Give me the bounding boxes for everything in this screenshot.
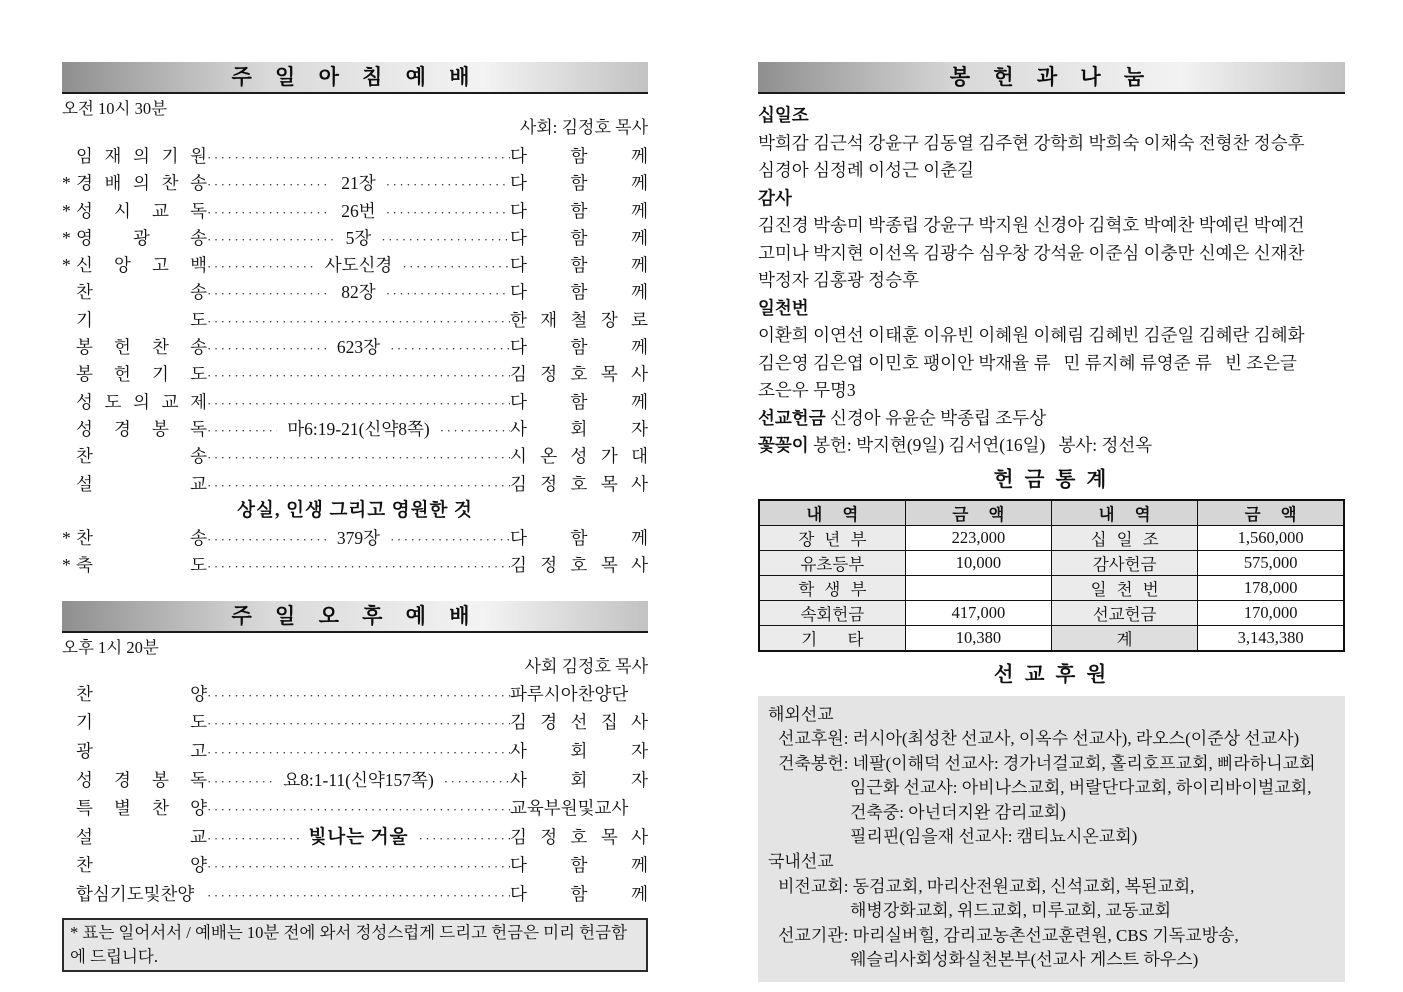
order-item-label: 기 도 <box>76 309 207 330</box>
order-item-detail: 379장 <box>336 528 381 549</box>
order-item-label: 성 시 교 독 <box>76 200 207 221</box>
order-row <box>62 361 648 388</box>
order-item-person: 사 회 자 <box>510 769 649 790</box>
thanks-names: 박정자 김홍광 정승후 <box>758 270 919 290</box>
column-header: 금 액 <box>1198 500 1344 526</box>
stand-marker: * <box>62 255 71 276</box>
stats-amount: 575,000 <box>1198 550 1344 575</box>
afternoon-service-header: 주 일 오 후 예 배 <box>62 601 648 633</box>
stats-amount: 1,560,000 <box>1198 525 1344 550</box>
leader-dots <box>207 471 510 499</box>
leader-dots <box>386 198 510 226</box>
order-item-label: 찬 양 <box>76 855 207 876</box>
order-item-person: 다 함 께 <box>510 282 648 303</box>
leader-dots <box>207 334 327 362</box>
order-item-person: 다 함 께 <box>510 173 648 194</box>
order-item-person: 김 경 선 집 사 <box>510 712 648 733</box>
flower-heading: 꽃꽂이 <box>758 435 809 455</box>
column-header: 금 액 <box>905 500 1051 526</box>
morning-service-header: 주 일 아 침 예 배 <box>62 62 648 94</box>
stats-category: 선교헌금 <box>1052 600 1198 625</box>
stats-category: 감사헌금 <box>1052 550 1198 575</box>
tithe-heading: 십일조 <box>758 105 809 125</box>
order-row <box>62 279 648 306</box>
leader-dots <box>207 823 299 854</box>
mission-line: 웨슬리사회성화실천본부(선교사 게스트 하우스) <box>850 950 1199 970</box>
order-item-person: 다 함 께 <box>510 883 648 904</box>
flower-names: 봉헌: 박지현(9일) 김서연(16일) 봉사: 정선옥 <box>808 435 1153 455</box>
mission-line: 선교후원: 러시아(최성찬 선교사, 이옥수 선교사), 라오스(이준상 선교사) <box>778 729 1300 749</box>
domestic-mission-heading: 국내선교 <box>768 852 834 872</box>
leader-dots <box>207 680 510 711</box>
mission-support-box <box>758 696 1345 983</box>
column-header: 내 역 <box>759 500 905 526</box>
stats-category: 유초등부 <box>759 550 905 575</box>
leader-dots <box>207 143 510 171</box>
order-item-label: 봉 헌 찬 송 <box>76 337 207 358</box>
thanks-names: 고미나 박지현 이선옥 김광수 심우창 강석윤 이준심 이충만 신예은 신재찬 <box>758 242 1305 263</box>
morning-service-mc: 사회: 김정호 목사 <box>519 118 648 137</box>
order-row <box>62 443 648 470</box>
stats-category: 일 천 번 <box>1052 575 1198 600</box>
order-row <box>62 389 648 416</box>
order-item-person: 김 정 호 목 사 <box>510 555 648 576</box>
order-item-label: 성 경 봉 독 <box>76 418 207 439</box>
leader-dots <box>207 766 273 797</box>
mission-line: 해병강화교회, 위드교회, 미루교회, 교동교회 <box>850 901 1172 921</box>
order-item-label: 성 도 의 교 제 <box>76 391 207 412</box>
order-item-label: 축 도 <box>76 555 207 576</box>
afternoon-service-section <box>62 601 648 909</box>
order-item-detail: 623장 <box>336 337 381 358</box>
order-row <box>62 471 648 498</box>
stats-amount: 178,000 <box>1198 575 1344 600</box>
order-row <box>62 307 648 334</box>
order-item-label: 신 앙 고 백 <box>76 255 207 276</box>
leader-dots <box>207 279 331 307</box>
order-item-label: 설 교 <box>76 473 207 494</box>
leader-dots <box>207 307 510 335</box>
order-item-detail: 마6:19-21(신약8쪽) <box>287 418 430 439</box>
leader-dots <box>207 416 277 444</box>
order-row <box>62 225 648 252</box>
stats-amount: 10,380 <box>905 625 1051 651</box>
stats-category: 기 타 <box>759 625 905 651</box>
offering-sharing-header: 봉 헌 과 나 눔 <box>758 62 1345 94</box>
mission-line: 비전교회: 동검교회, 마리산전원교회, 신석교회, 복된교회, <box>778 876 1195 896</box>
order-item-label: 봉 헌 기 도 <box>76 364 207 385</box>
sermon-title: 상실, 인생 그리고 영원한 것 <box>237 500 473 521</box>
stats-total-amount: 3,143,380 <box>1198 625 1344 651</box>
order-item-person: 사 회 자 <box>510 418 648 439</box>
stats-amount: 170,000 <box>1198 600 1344 625</box>
order-item-detail: 26번 <box>341 200 376 221</box>
order-row <box>62 680 648 709</box>
leader-dots <box>207 525 327 553</box>
mission-offering-heading: 선교헌금 <box>758 407 826 428</box>
mission-line: 필리핀(임을재 선교사: 캠티뇨시온교회) <box>850 827 1138 847</box>
order-item-person: 한 재 철 장 로 <box>510 309 648 330</box>
order-item-person: 다 함 께 <box>510 146 648 166</box>
stats-total-label: 계 <box>1052 625 1198 651</box>
stats-category: 장 년 부 <box>759 525 905 550</box>
table-row <box>759 600 1344 625</box>
column-header: 내 역 <box>1052 500 1198 526</box>
order-row <box>62 170 648 197</box>
order-item-person: 다 함 께 <box>510 337 648 358</box>
stand-marker: * <box>62 555 71 576</box>
mission-line: 선교기관: 마리실버힐, 감리교농촌선교훈련원, CBS 기독교방송, <box>778 925 1239 945</box>
leader-dots <box>207 443 510 471</box>
order-item-detail: 5장 <box>345 227 372 248</box>
order-item-label: 찬 송 <box>76 528 207 549</box>
morning-order-list <box>62 143 648 580</box>
leader-dots <box>207 389 510 417</box>
offering-stats-title: 헌 금 통 계 <box>993 468 1110 491</box>
afternoon-service-mc: 사회 김정호 목사 <box>524 656 648 676</box>
order-item-person: 다 함 께 <box>510 528 648 549</box>
order-row <box>62 766 648 795</box>
leader-dots <box>440 416 510 444</box>
order-item-label: 성 경 봉 독 <box>76 769 207 790</box>
order-row <box>62 416 648 443</box>
order-item-label: 찬 송 <box>76 446 207 467</box>
order-item-person: 다 함 께 <box>510 200 648 221</box>
table-row <box>759 525 1344 550</box>
stats-amount: 10,000 <box>905 550 1051 575</box>
thousand-heading: 일천번 <box>758 297 809 318</box>
flower-line <box>758 432 1345 460</box>
order-item-person: 김 정 호 목 사 <box>510 364 648 385</box>
table-row <box>759 550 1344 575</box>
order-row <box>62 851 648 880</box>
order-item-person: 사 회 자 <box>510 740 648 761</box>
thousand-names: 조은우 무명3 <box>758 380 856 400</box>
overseas-mission-heading: 해외선교 <box>768 704 834 724</box>
order-row <box>62 823 648 852</box>
order-item-label: 기 도 <box>76 712 207 733</box>
order-item-label: 영 광 송 <box>76 227 207 248</box>
order-row <box>62 334 648 361</box>
order-item-label: 경 배 의 찬 송 <box>76 173 207 194</box>
mission-line: 건축중: 아넌더지완 감리교회) <box>850 802 1066 822</box>
order-item-label: 설 교 <box>76 826 207 847</box>
leader-dots <box>381 225 510 253</box>
leader-dots <box>207 708 510 739</box>
tithe-names: 박희감 김근석 강윤구 김동열 김주현 강학희 박희숙 이채숙 전형찬 정승후 <box>758 132 1305 153</box>
order-item-label: 합심기도및찬양 <box>76 883 195 904</box>
leader-dots <box>207 794 510 825</box>
thanks-names: 김진경 박송미 박종립 강윤구 박지원 신경아 김혁호 박예찬 박예린 박예건 <box>758 215 1305 235</box>
order-item-person: 다 함 께 <box>510 855 648 876</box>
leader-dots <box>207 198 331 226</box>
order-row <box>62 143 648 170</box>
leader-dots <box>207 225 336 253</box>
order-item-person: 다 함 께 <box>510 391 648 412</box>
morning-service-time: 오전 10시 30분 <box>62 99 168 118</box>
stand-marker: * <box>62 528 71 549</box>
stats-category: 십 일 조 <box>1052 525 1198 550</box>
stats-amount: 417,000 <box>905 600 1051 625</box>
leader-dots <box>207 737 510 768</box>
leader-dots <box>207 880 510 911</box>
leader-dots <box>207 170 331 198</box>
stats-category: 학 생 부 <box>759 575 905 600</box>
tithe-names: 심경아 심정례 이성근 이춘길 <box>758 160 974 180</box>
order-row <box>62 737 648 766</box>
order-row <box>62 252 648 279</box>
leader-dots <box>444 766 510 797</box>
order-item-detail: 사도신경 <box>324 255 393 276</box>
order-item-detail: 82장 <box>341 282 376 303</box>
stats-amount: 223,000 <box>905 525 1051 550</box>
mission-line: 건축봉헌: 네팔(이해덕 선교사: 경가너걸교회, 홀리호프교회, 삐라하니교회 <box>778 753 1316 773</box>
offering-stats-table <box>758 499 1345 652</box>
order-item-person: 다 함 께 <box>510 255 648 276</box>
order-row <box>62 708 648 737</box>
mission-offering-line <box>758 405 1345 433</box>
table-row <box>759 575 1344 600</box>
stand-marker: * <box>62 173 71 194</box>
leader-dots <box>390 334 510 362</box>
order-row <box>62 525 648 552</box>
bulletin-left-page <box>62 62 648 972</box>
leader-dots <box>207 361 510 389</box>
order-item-label: 임 재 의 기 원 <box>76 146 207 166</box>
offering-lists <box>758 102 1345 460</box>
table-row <box>759 625 1344 651</box>
mission-line: 임근화 선교사: 아비나스교회, 버랄단다교회, 하이리바이벌교회, <box>850 778 1312 798</box>
order-item-label: 광 고 <box>76 740 207 761</box>
leader-dots <box>207 552 510 580</box>
order-row <box>62 794 648 823</box>
order-item-person: 다 함 께 <box>510 227 648 248</box>
order-item-detail: 빛나는 거울 <box>308 827 409 848</box>
order-item-person: 교육부원및교사 <box>510 798 629 819</box>
table-header-row <box>759 500 1344 526</box>
order-item-label: 찬 양 <box>76 683 207 704</box>
order-item-detail: 요8:1-11(신약157쪽) <box>283 769 434 790</box>
leader-dots <box>207 851 510 882</box>
order-item-detail: 21장 <box>341 173 376 194</box>
order-item-label: 특 별 찬 양 <box>76 798 207 819</box>
thousand-names: 이환희 이연선 이태훈 이유빈 이혜원 이혜림 김혜빈 김준일 김혜란 김혜화 <box>758 325 1305 345</box>
leader-dots <box>386 279 510 307</box>
order-row <box>62 552 648 579</box>
leader-dots <box>390 525 510 553</box>
thanks-heading: 감사 <box>758 187 792 208</box>
order-item-label: 찬 송 <box>76 282 207 303</box>
worship-note: * 표는 일어서서 / 예배는 10분 전에 와서 정성스럽게 드리고 헌금은 미리 헌금함에 드립니다. <box>62 918 648 972</box>
stand-marker: * <box>62 200 71 221</box>
stand-marker: * <box>62 227 71 248</box>
afternoon-service-time: 오후 1시 20분 <box>62 637 159 657</box>
order-item-person: 김 정 호 목 사 <box>510 473 648 494</box>
order-item-person: 시 온 성 가 대 <box>510 446 648 467</box>
stats-category: 속회헌금 <box>759 600 905 625</box>
leader-dots <box>207 252 315 280</box>
stats-amount <box>905 575 1051 600</box>
thousand-names: 김은영 김은엽 이민호 팽이안 박재율 류 민 류지혜 류영준 류 빈 조은글 <box>758 352 1297 373</box>
bulletin-right-page <box>758 62 1345 982</box>
leader-dots <box>419 823 511 854</box>
leader-dots <box>386 170 510 198</box>
leader-dots <box>402 252 510 280</box>
mission-support-title: 선 교 후 원 <box>993 663 1110 686</box>
order-row <box>62 198 648 225</box>
mission-offering-names: 신경아 유윤순 박종립 조두상 <box>825 407 1046 428</box>
order-row <box>62 880 648 909</box>
order-item-person: 김 정 호 목 사 <box>510 826 649 847</box>
order-item-person: 파루시아찬양단 <box>510 683 629 704</box>
afternoon-order-list <box>62 680 648 909</box>
